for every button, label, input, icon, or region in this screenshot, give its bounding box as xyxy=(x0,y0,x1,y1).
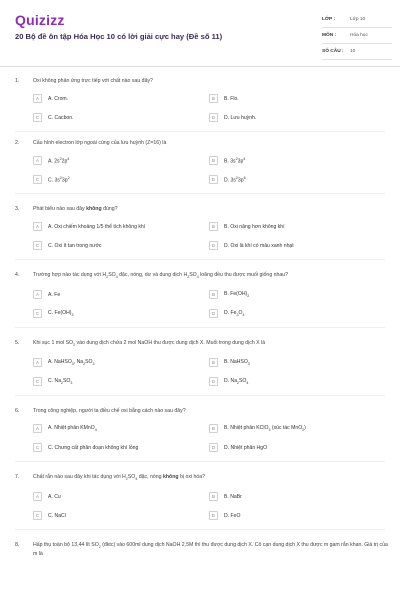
answer-option[interactable] xyxy=(209,221,385,232)
question-number: 4. xyxy=(15,272,20,278)
option-text: D. FeO xyxy=(224,512,241,519)
option-text: D. Nhiệt phân HgO xyxy=(224,444,268,451)
answer-options xyxy=(33,423,385,453)
question-number: 1. xyxy=(15,78,20,84)
quizizz-logo: Quizizz xyxy=(15,12,65,28)
option-letter-box: D xyxy=(209,309,218,318)
option-letter-box: A xyxy=(33,290,42,299)
option-letter-box: C xyxy=(33,113,42,122)
answer-option[interactable] xyxy=(33,289,209,300)
answer-option[interactable] xyxy=(209,93,385,104)
question-divider xyxy=(15,395,385,396)
question-header xyxy=(0,78,400,85)
answer-option[interactable] xyxy=(209,289,385,300)
question-divider xyxy=(15,461,385,462)
answer-option[interactable] xyxy=(209,357,385,368)
question-text: Trong công nghiệp, người ta điều chế oxi bằng cách nào sau đây? xyxy=(33,408,186,415)
meta-value: Lớp 10 xyxy=(350,17,366,22)
question-divider xyxy=(15,193,385,194)
question-text: Khi sục 1 mol $SO_2$ vào dung dịch chứa 2 mol NaOH thu được dung dịch X. Muối trong dung dịch X là xyxy=(33,340,266,348)
question-item xyxy=(0,408,400,462)
answer-option[interactable] xyxy=(209,155,385,166)
answer-option[interactable] xyxy=(209,240,385,251)
page-header xyxy=(0,0,400,67)
question-divider xyxy=(15,131,385,132)
answer-option[interactable] xyxy=(33,376,209,387)
question-number: 3. xyxy=(15,206,20,212)
option-letter-box: B xyxy=(209,424,218,433)
option-letter-box: C xyxy=(33,175,42,184)
option-text: B. Flo. xyxy=(224,95,239,102)
option-letter-box: C xyxy=(33,241,42,250)
answer-option[interactable] xyxy=(209,308,385,319)
question-number: 5. xyxy=(15,340,20,347)
answer-option[interactable] xyxy=(33,221,209,232)
answer-options xyxy=(33,155,385,185)
option-text: C. Cacbon. xyxy=(48,114,74,121)
option-letter-box: B xyxy=(209,222,218,231)
question-item xyxy=(0,206,400,260)
option-text: A. Fe xyxy=(48,291,61,298)
option-text: B. Nhiệt phân KClO$_3$ (xúc tác MnO$_2$) xyxy=(224,425,306,433)
option-text: B. $3s^23p^4$ xyxy=(224,156,246,165)
question-text: Cấu hình electron lớp ngoài cùng của lưu huỳnh (Z=16) là xyxy=(33,140,167,146)
option-text: A. $2s^22p^4$ xyxy=(48,156,70,165)
question-header xyxy=(0,542,400,558)
question-header xyxy=(0,206,400,213)
option-letter-box: A xyxy=(33,94,42,103)
answer-options xyxy=(33,93,385,123)
option-text: C. $3s^23p^2$ xyxy=(48,175,70,184)
question-header xyxy=(0,408,400,415)
question-item xyxy=(0,140,400,194)
option-text: B. NaBr xyxy=(224,493,242,500)
answer-option[interactable] xyxy=(209,423,385,434)
option-text: B. NaHSO$_3$ xyxy=(224,359,250,367)
meta-key: SỐ CÂU : xyxy=(322,49,344,54)
option-letter-box: B xyxy=(209,358,218,367)
question-text: Chất rắn nào sau đây khi tác dụng với $H_2SO_4$ đặc, nóng không bị oxi hóa? xyxy=(33,474,206,482)
option-letter-box: A xyxy=(33,492,42,501)
meta-row-class xyxy=(322,12,392,28)
meta-value: 10 xyxy=(350,49,356,54)
meta-key: LỚP : xyxy=(322,17,336,22)
option-text: D. Oxi là khí có màu xanh nhạt xyxy=(224,242,294,249)
answer-option[interactable] xyxy=(33,174,209,185)
question-item xyxy=(0,272,400,328)
answer-option[interactable] xyxy=(33,491,209,502)
option-letter-box: A xyxy=(33,222,42,231)
question-item xyxy=(0,474,400,530)
option-letter-box: D xyxy=(209,175,218,184)
answer-option[interactable] xyxy=(209,491,385,502)
option-letter-box: D xyxy=(209,377,218,386)
meta-row-subject xyxy=(322,28,392,44)
answer-option[interactable] xyxy=(33,112,209,123)
question-text: Trường hợp nào tác dụng với $H_2SO_4$ đặc, nóng, dư và dung dịch $H_2SO_4$ loãng đều thu được muối giống nhau? xyxy=(33,272,289,280)
option-letter-box: B xyxy=(209,492,218,501)
option-text: A. Crom. xyxy=(48,95,69,102)
option-text: C. NaCl xyxy=(48,512,66,519)
answer-option[interactable] xyxy=(33,93,209,104)
option-letter-box: A xyxy=(33,156,42,165)
question-text: Oxi không phản ứng trực tiếp với chất nào sau đây? xyxy=(33,78,153,84)
meta-value: Hóa học xyxy=(350,33,368,38)
option-letter-box: D xyxy=(209,511,218,520)
question-header xyxy=(0,340,400,349)
option-letter-box: D xyxy=(209,443,218,452)
option-text: C. Chưng cất phân đoạn không khí lỏng xyxy=(48,444,139,451)
option-letter-box: D xyxy=(209,113,218,122)
question-list xyxy=(0,78,400,558)
document-title: 20 Bộ đề ôn tập Hóa Học 10 có lời giải cực hay (Đề số 11) xyxy=(15,32,223,41)
option-text: B. Oxi nặng hơn không khí xyxy=(224,223,285,230)
option-letter-box: C xyxy=(33,377,42,386)
answer-option[interactable] xyxy=(33,442,209,453)
question-header xyxy=(0,474,400,483)
question-item xyxy=(0,542,400,558)
answer-option[interactable] xyxy=(209,510,385,521)
answer-options xyxy=(33,221,385,251)
option-letter-box: B xyxy=(209,156,218,165)
option-letter-box: D xyxy=(209,241,218,250)
option-text: D. $Na_2SO_4$ xyxy=(224,378,249,386)
option-text: D. Lưu huỳnh. xyxy=(224,114,257,121)
option-text: A. Oxi chiếm khoảng 1/5 thể tích không khí xyxy=(48,223,146,230)
answer-options xyxy=(33,491,385,521)
option-text: A. Cu xyxy=(48,493,61,500)
question-text: Hấp thụ toàn bộ 13,44 lít $SO_2$ (đktc) vào 600ml dung dịch NaOH 2,5M thì thu được dung dịch X. Cô cạn dung dịch X thu được m gam rắn khan. Giá trị của m là xyxy=(33,542,388,558)
question-number: 2. xyxy=(15,140,20,146)
question-divider xyxy=(15,529,385,530)
option-text: C. $Fe(OH)_3$ xyxy=(48,310,74,318)
question-header xyxy=(0,140,400,147)
option-text: A. NaHSO$_3$, $Na_2SO_3$ xyxy=(48,359,95,367)
answer-option[interactable] xyxy=(33,240,209,251)
option-text: C. $Na_2SO_3$ xyxy=(48,378,73,386)
answer-option[interactable] xyxy=(33,510,209,521)
answer-option[interactable] xyxy=(209,376,385,387)
option-letter-box: B xyxy=(209,290,218,299)
option-text: A. Nhiệt phân KMnO$_4$ xyxy=(48,425,97,433)
answer-options xyxy=(33,289,385,319)
question-divider xyxy=(15,259,385,260)
option-text: D. $3s^23p^6$ xyxy=(224,175,246,184)
answer-option[interactable] xyxy=(209,112,385,123)
meta-key: MÔN : xyxy=(322,33,337,38)
answer-option[interactable] xyxy=(209,174,385,185)
question-item xyxy=(0,78,400,132)
option-letter-box: A xyxy=(33,358,42,367)
question-text: Phát biểu nào sau đây không đúng? xyxy=(33,206,118,212)
meta-panel xyxy=(322,12,392,60)
meta-row-question-count xyxy=(322,44,392,60)
answer-option[interactable] xyxy=(33,423,209,434)
option-letter-box: C xyxy=(33,443,42,452)
option-letter-box: C xyxy=(33,511,42,520)
question-item xyxy=(0,340,400,396)
question-divider xyxy=(15,327,385,328)
answer-option[interactable] xyxy=(33,155,209,166)
question-number: 8. xyxy=(15,542,20,549)
answer-option[interactable] xyxy=(33,308,209,319)
option-text: C. Oxi ít tan trong nước xyxy=(48,242,102,249)
question-number: 7. xyxy=(15,474,20,481)
question-number: 6. xyxy=(15,408,20,415)
option-letter-box: B xyxy=(209,94,218,103)
answer-options xyxy=(33,357,385,387)
question-header xyxy=(0,272,400,281)
answer-option[interactable] xyxy=(209,442,385,453)
option-text: D. $Fe_3O_4$ xyxy=(224,310,245,318)
option-letter-box: C xyxy=(33,309,42,318)
answer-option[interactable] xyxy=(33,357,209,368)
option-text: B. $Fe(OH)_2$ xyxy=(224,291,250,299)
option-letter-box: A xyxy=(33,424,42,433)
